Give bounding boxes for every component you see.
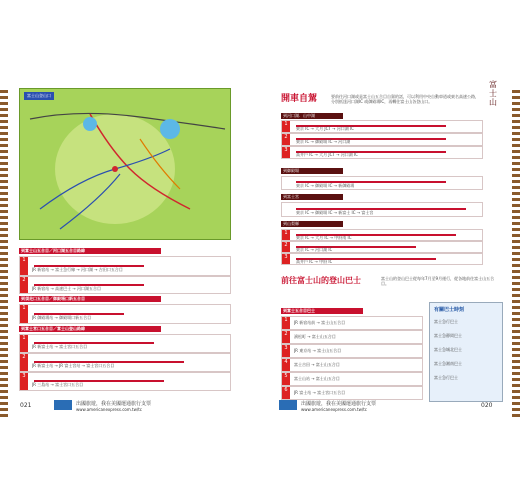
route-text: JR 新富士站 → JR 富士宮站 → 富士宮口五合目 [32, 363, 115, 368]
row-number: 1 [20, 305, 28, 323]
route-row [19, 276, 231, 294]
route-text: 東京 IC → 河口湖 IC [296, 247, 333, 252]
left-edge-stripes [0, 90, 8, 420]
bus-row [281, 330, 423, 344]
drive-section-title: 到山梨縣 [281, 221, 343, 227]
bus-route: 富士吉田 → 富士山五合目 [294, 362, 340, 367]
route-text: JR 新宿站 → 高速巴士 → 河口湖五合目 [32, 286, 102, 291]
route-text: 東京 IC → 御殿場 IC → 新御殿場 [296, 183, 355, 188]
row-number: 5 [282, 373, 290, 385]
row-number: 1 [20, 335, 28, 352]
bus-info-box [429, 302, 503, 402]
footer-url: www.americanexpress.com.tw/tc [301, 407, 367, 412]
bus-row [281, 386, 423, 400]
bus-route: JR 東京站 → 富士山五合目 [294, 348, 342, 353]
route-text: JR 新宿站 → 富士急行線 → 河口湖 → 吉田口五合目 [32, 267, 123, 272]
info-item: 富士急靜岡巴士 [434, 333, 462, 338]
route-row [19, 256, 231, 276]
bus-route: JR 新宿站前 → 富士山五合目 [294, 320, 346, 325]
bus-row [281, 358, 423, 372]
map-title: 富士山登山口 [24, 92, 54, 100]
footer-url: www.americanexpress.com.tw/tc [76, 407, 142, 412]
info-item: 富士急行巴士 [434, 375, 458, 380]
route-text: 東京 IC → 大月 JCT → 河口湖 IC [296, 126, 354, 131]
row-number: 1 [282, 121, 290, 132]
bus-heading: 前往富士山的登山巴士 [281, 276, 361, 285]
info-item: 富士急城北巴士 [434, 347, 462, 352]
drive-row [281, 241, 483, 253]
drive-section-title: 到富士宮 [281, 194, 343, 200]
row-number: 1 [282, 317, 290, 329]
drive-intro: 要前往河口湖或是富士山五合目自駕的話，可以利用中央自動車道或東名高速公路，分別抵達河口湖IC 或御殿場IC，再轉往富士山各登山口。 [331, 94, 479, 104]
route-text: 高井戶 IC → 大月 JCT → 河口湖 IC [296, 152, 358, 157]
row-number: 1 [282, 230, 290, 240]
route-row [19, 372, 231, 391]
page-number: 020 [481, 402, 493, 409]
map-graphic [20, 89, 230, 239]
info-item: 富士急行巴士 [434, 319, 458, 324]
row-number: 2 [282, 242, 290, 252]
bus-route: JR 富士站 → 富士宮口五合目 [294, 390, 346, 395]
route-text: JR 御殿場站 → 御殿場口新五合目 [32, 315, 92, 320]
bus-route: 富士山站 → 富士山五合目 [294, 376, 340, 381]
row-number: 2 [20, 277, 28, 293]
page-number: 021 [20, 402, 32, 409]
route-row [19, 353, 231, 372]
section1-title: 到富士山五合目／河口湖五合目路線 [19, 248, 161, 254]
drive-row [281, 176, 483, 190]
route-text: JR 新富士站 → 富士宮口五合目 [32, 344, 88, 349]
row-number: 3 [282, 147, 290, 158]
drive-row [281, 202, 483, 217]
right-page [261, 80, 506, 422]
row-number: 2 [282, 134, 290, 145]
section3-title: 到富士宮口五合目／富士山登山路線 [19, 326, 161, 332]
bus-table-title: 到富士五合目巴士 [281, 308, 363, 314]
side-title: 富士山 [489, 80, 497, 107]
drive-heading: 開車自駕 [281, 94, 318, 104]
row-number: 2 [282, 331, 290, 343]
drive-section-title: 到河口湖．山中湖 [281, 113, 343, 119]
route-text: 高井戶 IC → 甲府 IC [296, 259, 333, 264]
footer-brand: 出國旅遊，我在美國運通旅行支票 [301, 401, 377, 407]
right-edge-stripes [512, 90, 520, 420]
left-page [14, 80, 258, 422]
bus-intro: 富士山的登山巴士從每年7月至9月運行，從各地前往富士山五合目。 [381, 276, 495, 286]
bus-row [281, 372, 423, 386]
row-number: 3 [282, 254, 290, 264]
row-number: 4 [282, 359, 290, 371]
drive-row [281, 229, 483, 241]
amex-card-icon [279, 400, 297, 410]
drive-row [281, 253, 483, 265]
row-number: 6 [282, 387, 290, 399]
route-text: 東京 IC → 御殿場 IC → 河口湖 [296, 139, 351, 144]
route-text: JR 三島站 → 富士宮口五合目 [32, 382, 84, 387]
drive-section-title: 到御殿場 [281, 168, 343, 174]
info-item: 富士急湘南巴士 [434, 361, 462, 366]
bus-row [281, 316, 423, 330]
bus-route: 濱松町 → 富士山五合目 [294, 334, 336, 339]
drive-row [281, 146, 483, 159]
section2-title: 到須走口五合目／御殿場口新五合目 [19, 296, 161, 302]
row-number: 1 [20, 257, 28, 275]
bus-row [281, 344, 423, 358]
amex-card-icon [54, 400, 72, 410]
route-row [19, 304, 231, 324]
route-text: 東京 IC → 大月 IC → 甲府南 IC [296, 235, 352, 240]
row-number: 3 [20, 373, 28, 390]
fuji-access-map [19, 88, 231, 240]
route-row [19, 334, 231, 353]
row-number: 2 [20, 354, 28, 371]
route-text: 東京 IC → 御殿場 IC → 新富士 IC → 富士宮 [296, 210, 374, 215]
row-number: 3 [282, 345, 290, 357]
footer-brand: 出國旅遊，我在美國運通旅行支票 [76, 401, 152, 407]
drive-row [281, 133, 483, 146]
drive-row [281, 120, 483, 133]
info-title: 有關巴士時刻 [434, 307, 465, 313]
